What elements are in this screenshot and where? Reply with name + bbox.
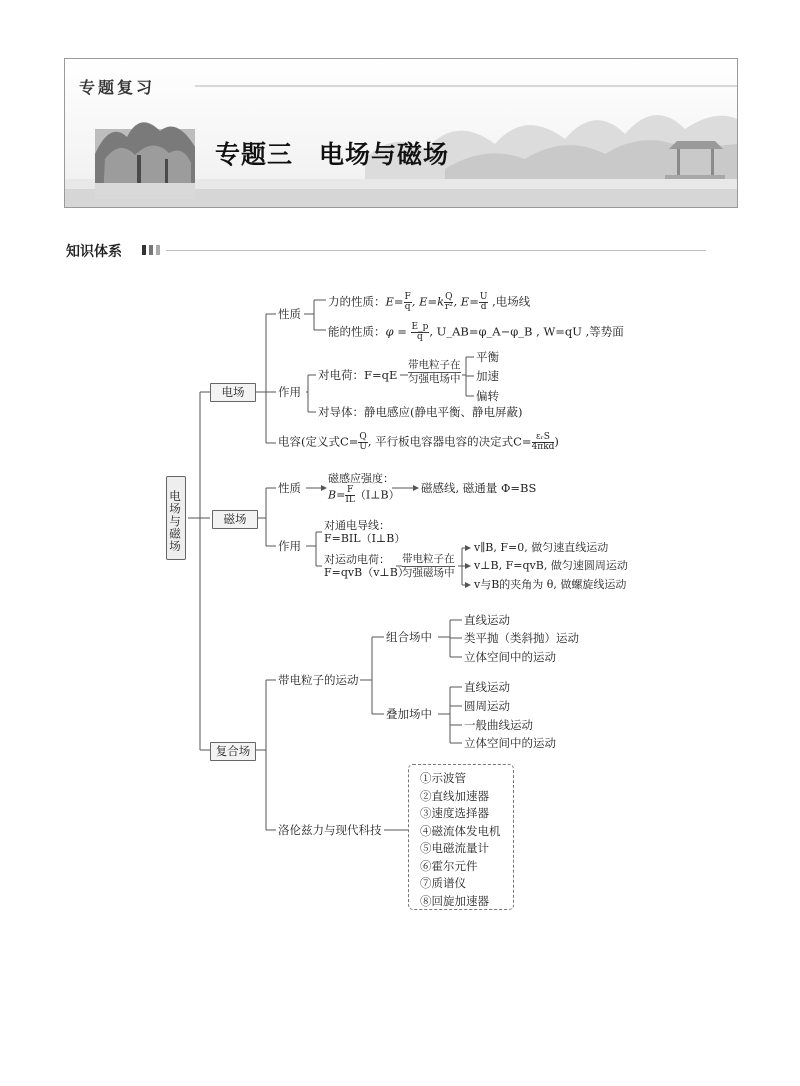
device-list <box>420 770 501 910</box>
motion-equilibrium: 平衡 <box>476 350 499 364</box>
induction-title: 磁感应强度： <box>328 472 394 485</box>
case-perpendicular: v⊥B, F=qvB, 做匀速圆周运动 <box>474 559 628 572</box>
effect-on-charge: 对电荷：F=qE <box>318 368 398 382</box>
particle-in-electric-field: 带电粒子在 匀强电场中 <box>408 359 461 385</box>
case-parallel: v∥B, F=0, 做匀速直线运动 <box>474 541 609 554</box>
electric-nature: 性质 <box>278 307 301 321</box>
motion-deflection: 偏转 <box>476 389 499 403</box>
device-item: ④磁流体发电机 <box>420 823 501 838</box>
magnetic-effect: 作用 <box>278 539 301 553</box>
combined-field: 组合场中 <box>386 630 432 644</box>
effect-on-wire: 对通电导线： F=BIL（I⊥B） <box>324 519 406 545</box>
capacitance: 电容(定义式C= $\frac{Q}{U}$ , 平行板电容器电容的决定式C= $\frac{\text{εᵣS}}{\text{4πkd}}$ ) <box>278 432 559 452</box>
effect-on-moving-charge: 对运动电荷： F=qvB（v⊥B） <box>324 553 409 579</box>
device-item: ⑦质谱仪 <box>420 876 466 890</box>
energy-property: 能的性质：φ = $\frac{E\_p}{q}$ , U_AB=φ_A−φ_B , W=qU ,等势面 <box>328 322 624 342</box>
device-item: ⑧回旋加速器 <box>420 893 489 908</box>
superposed-item-1: 直线运动 <box>464 680 510 694</box>
device-item: ②直线加速器 <box>420 788 489 803</box>
superposed-field: 叠加场中 <box>386 707 432 721</box>
force-property: 力的性质：E= $\frac{F}{q}$ , E=k $\frac{Q}{\text{r²}}$ , E= $\frac{U}{d}$ ,电场线 <box>328 292 531 312</box>
magnetic-nature: 性质 <box>278 481 301 495</box>
section-ribbon: 专题复习 <box>79 78 156 97</box>
device-item: ③速度选择器 <box>420 806 489 820</box>
combined-item-1: 直线运动 <box>464 613 510 627</box>
magnetic-flux: 磁感线, 磁通量 Φ=BS <box>421 481 537 495</box>
page-title: 专题三 电场与磁场 <box>215 140 450 169</box>
device-item: ⑥霍尔元件 <box>420 858 478 873</box>
case-angle: v与B的夹角为 θ, 做螺旋线运动 <box>474 578 627 591</box>
superposed-item-3: 一般曲线运动 <box>464 718 533 732</box>
root-node: 电场与磁场 <box>166 476 186 560</box>
magnetic-field-node: 磁场 <box>212 510 258 529</box>
superposed-item-4: 立体空间中的运动 <box>464 736 556 750</box>
combined-item-2: 类平抛（类斜抛）运动 <box>464 631 579 645</box>
particle-in-magnetic-field: 带电粒子在 匀强磁场中 <box>402 553 455 579</box>
device-item: ①示波管 <box>420 771 466 785</box>
electric-field-node: 电场 <box>210 383 256 402</box>
electric-effect: 作用 <box>278 385 301 399</box>
section-heading: 知识体系 <box>66 244 122 260</box>
induction-formula: B= $\frac{F}{IL}$ （I⊥B） <box>328 485 400 505</box>
effect-on-conductor: 对导体：静电感应(静电平衡、静电屏蔽) <box>318 405 523 419</box>
device-item: ⑤电磁流量计 <box>420 841 489 855</box>
lorentz-technology: 洛伦兹力与现代科技 <box>278 823 382 837</box>
composite-field-node: 复合场 <box>210 742 256 761</box>
particle-motion: 带电粒子的运动 <box>278 673 359 687</box>
motion-acceleration: 加速 <box>476 369 499 383</box>
combined-item-3: 立体空间中的运动 <box>464 650 556 664</box>
superposed-item-2: 圆周运动 <box>464 699 510 713</box>
